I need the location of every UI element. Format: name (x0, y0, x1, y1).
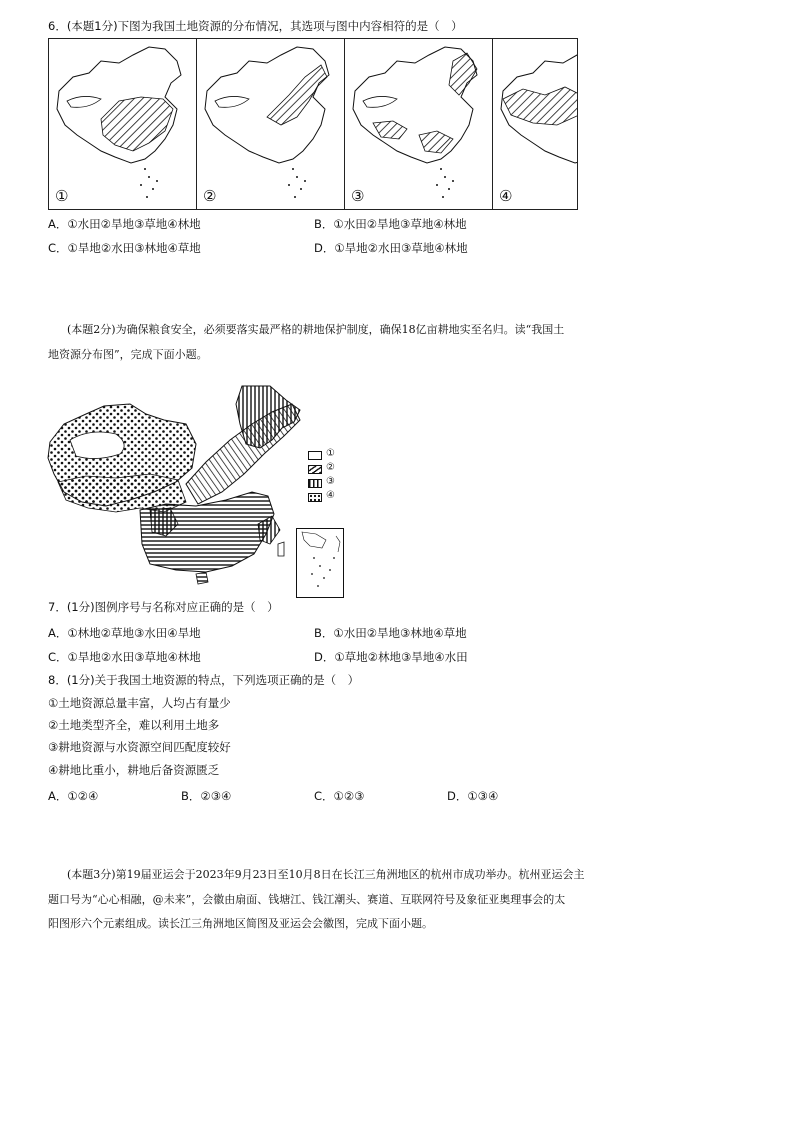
passage-2-line-1: (本题2分)为确保粮食安全，必须要落实最严格的耕地保护制度，确保18亿亩耕地实至名归。读“我国土 (67, 323, 565, 336)
legend-label: ③ (326, 476, 335, 487)
passage-2-line-2: 地资源分布图”，完成下面小题。 (48, 348, 208, 361)
q6-map-panel-3 (345, 39, 493, 209)
q7-option-d[interactable] (314, 649, 468, 665)
option-text: ①水田②旱地③草地④林地 (333, 217, 467, 231)
option-text: ①林地②草地③水田④旱地 (67, 626, 201, 640)
option-letter: D． (314, 241, 335, 255)
option-letter: B． (314, 626, 334, 640)
panel-number: ④ (499, 187, 513, 205)
option-text: ②③④ (200, 789, 232, 803)
q8-option-b[interactable] (181, 788, 231, 804)
panel-number: ③ (351, 187, 365, 205)
option-text: ①旱地②水田③草地④林地 (67, 650, 201, 664)
option-text: ①③④ (467, 789, 499, 803)
option-text: ①②④ (67, 789, 99, 803)
q6-stem: 6．(本题1分)下图为我国土地资源的分布情况，其选项与图中内容相符的是（ ） (48, 19, 463, 33)
q6-option-b[interactable] (314, 216, 467, 232)
q7-option-b[interactable] (314, 625, 467, 641)
option-letter: A． (48, 626, 68, 640)
legend-swatch (308, 479, 322, 488)
option-text: ①旱地②水田③草地④林地 (334, 241, 468, 255)
china-outline-map (49, 39, 197, 209)
panel-number: ② (203, 187, 217, 205)
passage-3-line-3: 阳图形六个元素组成。读长江三角洲地区简图及亚运会会徽图，完成下面小题。 (48, 917, 433, 930)
q6-map-panel-2 (197, 39, 345, 209)
option-letter: D． (447, 789, 468, 803)
legend-label: ④ (326, 490, 335, 501)
q8-statement: ③耕地资源与水资源空间匹配度较好 (48, 740, 231, 754)
q6-option-c[interactable] (48, 240, 201, 256)
q6-option-d[interactable] (314, 240, 468, 256)
q8-option-a[interactable] (48, 788, 98, 804)
option-letter: A． (48, 789, 68, 803)
legend-swatch (308, 451, 322, 460)
q8-statement: ④耕地比重小，耕地后备资源匮乏 (48, 763, 220, 777)
q6-map-strip (48, 38, 578, 210)
option-letter: D． (314, 650, 335, 664)
china-outline-map (493, 39, 578, 209)
option-letter: C． (48, 241, 68, 255)
china-outline-map (197, 39, 345, 209)
q6-option-a[interactable] (48, 216, 201, 232)
option-letter: A． (48, 217, 68, 231)
passage-3-line-2: 题口号为“心心相融，@未来”，会徽由扇面、钱塘江、钱江潮头、赛道、互联网符号及象征亚奥理事会的太 (48, 893, 566, 906)
q6-map-panel-4 (493, 39, 578, 209)
q7-option-a[interactable] (48, 625, 201, 641)
option-letter: B． (181, 789, 201, 803)
q8-option-d[interactable] (447, 788, 498, 804)
south-china-sea-inset (296, 528, 344, 598)
q7-option-c[interactable] (48, 649, 201, 665)
q8-statement: ②土地类型齐全，难以利用土地多 (48, 718, 220, 732)
q8-statement: ①土地资源总量丰富，人均占有量少 (48, 696, 231, 710)
option-text: ①草地②林地③旱地④水田 (334, 650, 468, 664)
q8-stem: 8．(1分)关于我国土地资源的特点，下列选项正确的是（ ） (48, 673, 360, 687)
option-letter: B． (314, 217, 334, 231)
legend-label: ② (326, 462, 335, 473)
legend-swatch (308, 465, 322, 474)
panel-number: ① (55, 187, 69, 205)
passage-3-line-1: (本题3分)第19届亚运会于2023年9月23日至10月8日在长江三角洲地区的杭州市成功举办。杭州亚运会主 (67, 868, 585, 881)
q6-map-panel-1 (49, 39, 197, 209)
option-letter: C． (48, 650, 68, 664)
option-letter: C． (314, 789, 334, 803)
option-text: ①旱地②水田③林地④草地 (67, 241, 201, 255)
china-outline-map (345, 39, 493, 209)
option-text: ①水田②旱地③草地④林地 (67, 217, 201, 231)
legend-swatch (308, 493, 322, 502)
legend-label: ① (326, 448, 335, 459)
q8-option-c[interactable] (314, 788, 364, 804)
option-text: ①水田②旱地③林地④草地 (333, 626, 467, 640)
option-text: ①②③ (333, 789, 365, 803)
q7-stem: 7．(1分)图例序号与名称对应正确的是（ ） (48, 600, 279, 614)
